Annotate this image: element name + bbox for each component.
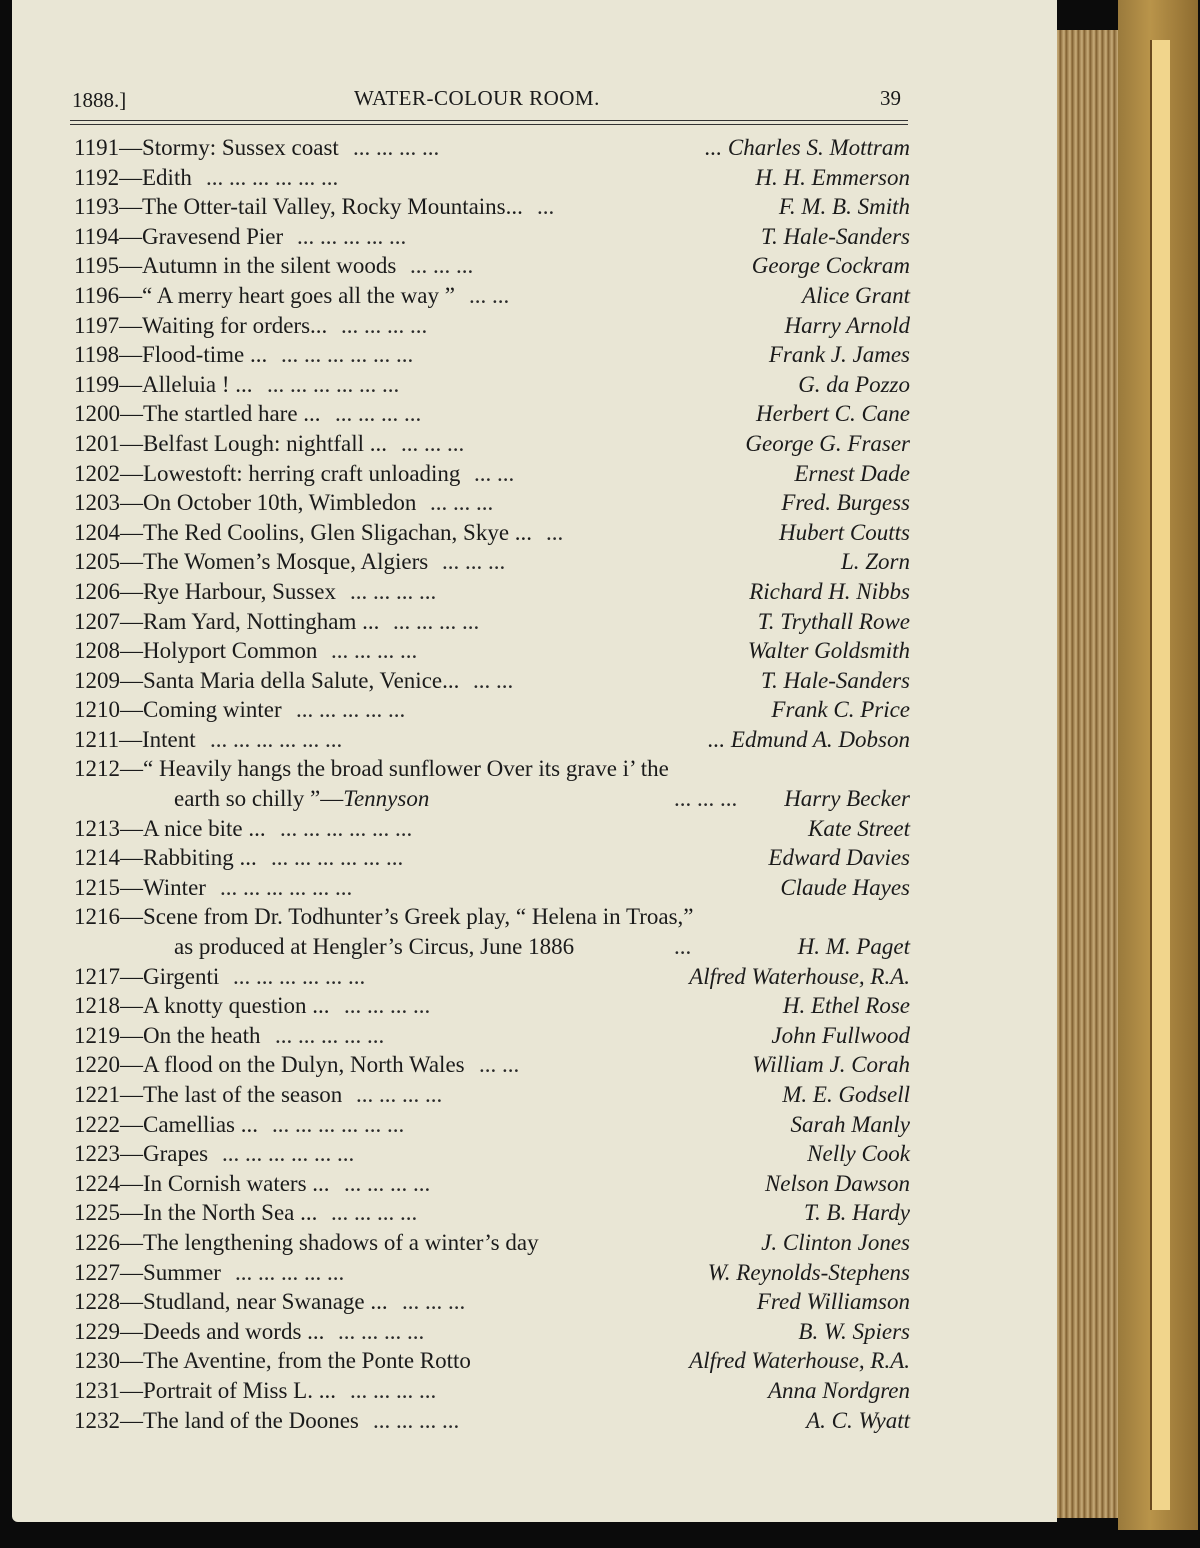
entry-title: Gravesend Pier: [142, 223, 284, 249]
entry-number: 1214—: [74, 845, 143, 871]
entry-title: Summer: [143, 1259, 221, 1285]
entry-number: 1227—: [74, 1259, 143, 1285]
entry-artist: Edward Davies: [768, 845, 910, 871]
entry-number: 1197—: [74, 312, 143, 338]
catalogue-entry: [74, 1346, 910, 1376]
catalogue-entry: [74, 725, 910, 755]
leader-dots: ... ... ... ... ... ...: [281, 342, 414, 368]
entry-artist: Hubert Coutts: [779, 519, 910, 545]
catalogue-entry: [74, 991, 910, 1021]
entry-number: 1223—: [74, 1141, 143, 1167]
leader-dots: ... ... ... ...: [341, 312, 428, 338]
leader-dots: ... ... ...: [401, 430, 465, 456]
catalogue-entry: [74, 399, 910, 429]
entry-artist: T. Hale-Sanders: [760, 223, 910, 249]
header-rule-top: [70, 120, 908, 121]
catalogue-entry: [74, 873, 910, 903]
entry-artist: A. C. Wyatt: [806, 1407, 910, 1433]
entry-title: Studland, near Swanage ...: [143, 1289, 388, 1315]
entry-artist: L. Zorn: [840, 549, 910, 575]
entry-number: 1221—: [74, 1082, 143, 1107]
entry-title: Portrait of Miss L. ...: [143, 1377, 336, 1403]
entry-title: Camellias ...: [143, 1111, 258, 1137]
leader-dots: ... ...: [469, 282, 510, 308]
entry-artist: H. H. Emmerson: [755, 164, 910, 190]
entry-artist: M. E. Godsell: [782, 1082, 910, 1107]
entry-artist: ... Edmund A. Dobson: [707, 726, 910, 752]
entry-artist: T. Trythall Rowe: [757, 608, 910, 634]
entry-artist: Kate Street: [808, 815, 910, 841]
leader-dots: ... ... ... ... ...: [296, 697, 406, 723]
catalogue-entry: [74, 577, 910, 607]
entry-number: 1202—: [74, 460, 143, 486]
catalogue-entry: [74, 518, 910, 548]
entry-number: 1212—: [74, 756, 143, 782]
entry-title: Rye Harbour, Sussex: [143, 578, 336, 604]
entry-number: 1225—: [74, 1200, 143, 1226]
leader-dots: ... ... ... ... ... ...: [271, 845, 404, 871]
continuation-text: earth so chilly ”—: [174, 786, 344, 812]
entry-number: 1199—: [74, 371, 143, 397]
entry-artist: ... Charles S. Mottram: [704, 135, 910, 160]
entry-number: 1206—: [74, 578, 143, 604]
entry-artist: Alfred Waterhouse, R.A.: [689, 963, 910, 989]
entry-title: Winter: [143, 874, 206, 900]
header-rule-bottom: [70, 124, 908, 125]
leader-dots: ... ... ... ... ... ...: [267, 371, 400, 397]
catalogue-entry: [74, 1258, 910, 1288]
entry-title: A nice bite ...: [143, 815, 266, 841]
leader-dots: ... ...: [473, 667, 514, 693]
page-number: 39: [880, 86, 901, 110]
entry-title: “ A merry heart goes all the way ”: [142, 282, 455, 308]
leader-dots: ... ... ... ...: [331, 638, 418, 664]
catalogue-entry: [74, 1021, 910, 1051]
entry-number: 1222—: [74, 1111, 143, 1137]
catalogue-entry: [74, 695, 910, 725]
entry-artist: B. W. Spiers: [798, 1318, 910, 1344]
catalogue-entry: [74, 222, 910, 252]
catalogue-entry: [74, 192, 910, 222]
entry-number: 1204—: [74, 519, 143, 545]
entry-artist: H. M. Paget: [797, 934, 910, 960]
catalogue-entry: [74, 1287, 910, 1317]
catalogue-entry: [74, 1406, 910, 1436]
catalogue-entry: [74, 666, 910, 696]
entry-title: The Aventine, from the Ponte Rotto: [143, 1348, 471, 1374]
entry-number: 1213—: [74, 815, 143, 841]
catalogue-entry: [74, 1317, 910, 1347]
entry-artist: Fred. Burgess: [781, 490, 910, 516]
entry-title: Stormy: Sussex coast: [142, 135, 339, 160]
leader-dots: ... ... ... ... ... ...: [280, 815, 413, 841]
leader-dots: ... ... ...: [402, 1289, 466, 1315]
entry-title: Belfast Lough: nightfall ...: [143, 430, 388, 456]
entry-number: 1230—: [74, 1348, 143, 1374]
leader-dots: ...: [674, 934, 692, 960]
entry-artist: Harry Becker: [784, 786, 910, 812]
entry-number: 1216—: [74, 904, 143, 930]
entry-artist: F. M. B. Smith: [778, 194, 910, 220]
entry-title: Edith: [142, 164, 192, 190]
entry-number: 1226—: [74, 1229, 143, 1255]
entry-title: On October 10th, Wimbledon: [143, 490, 417, 516]
entry-title: The startled hare ...: [143, 401, 321, 427]
leader-dots: ... ...: [479, 1052, 520, 1078]
entry-title: Alleluia ! ...: [142, 371, 253, 397]
continuation-author: Tennyson: [343, 786, 430, 812]
entry-title: The Otter-tail Valley, Rocky Mountains...: [142, 194, 523, 220]
entry-number: 1198—: [74, 342, 143, 368]
catalogue-entry: [74, 1080, 910, 1110]
entry-title: Scene from Dr. Todhunter’s Greek play, “ Helena in Troas,”: [143, 904, 694, 930]
entry-title: Rabbiting ...: [143, 845, 257, 871]
entry-title-continuation: [174, 934, 574, 960]
entry-artist: William J. Corah: [752, 1052, 910, 1078]
entry-title: The land of the Doones: [143, 1407, 359, 1433]
entry-artist: George Cockram: [751, 253, 910, 279]
catalogue-entry-continuation: [74, 932, 910, 962]
leader-dots: ... ... ... ... ... ...: [222, 1141, 355, 1167]
leader-dots: ... ... ... ...: [350, 1377, 437, 1403]
leader-dots: ... ... ...: [410, 253, 474, 279]
leader-dots: ... ... ...: [430, 490, 494, 516]
entry-title: The last of the season: [143, 1082, 343, 1107]
catalogue-entry: [74, 1376, 910, 1406]
entry-number: 1219—: [74, 1022, 143, 1048]
entry-title: Grapes: [143, 1141, 209, 1167]
entry-artist: Anna Nordgren: [767, 1377, 910, 1403]
entry-title: Ram Yard, Nottingham ...: [143, 608, 380, 634]
entry-number: 1200—: [74, 401, 143, 427]
entry-title: Girgenti: [143, 963, 220, 989]
leader-dots: ...: [537, 194, 555, 220]
leader-dots: ... ... ... ...: [393, 608, 480, 634]
catalogue-entry: [74, 636, 910, 666]
entry-artist: Nelly Cook: [807, 1141, 910, 1167]
entry-number: 1232—: [74, 1407, 143, 1433]
entry-title: Deeds and words ...: [143, 1318, 325, 1344]
entry-title: Waiting for orders...: [142, 312, 328, 338]
entry-artist: Alfred Waterhouse, R.A.: [689, 1348, 910, 1374]
leader-dots: ... ... ... ...: [350, 578, 437, 604]
entry-number: 1220—: [74, 1052, 143, 1078]
entry-artist: Sarah Manly: [790, 1111, 910, 1137]
catalogue-entry: [74, 370, 910, 400]
catalogue-entry: [74, 1198, 910, 1228]
catalogue-entry: [74, 163, 910, 193]
leader-dots: ... ... ... ... ...: [235, 1259, 345, 1285]
entry-number: 1207—: [74, 608, 143, 634]
entry-artist: J. Clinton Jones: [761, 1229, 910, 1255]
entry-number: 1193—: [74, 194, 143, 220]
cover-spine-strip: [1150, 40, 1170, 1510]
entry-title-continuation: [174, 786, 429, 812]
leader-dots: ... ... ...: [674, 786, 738, 812]
entry-number: 1205—: [74, 549, 143, 575]
leader-dots: ... ... ... ... ... ...: [272, 1111, 405, 1137]
entry-number: 1215—: [74, 874, 143, 900]
catalogue-entry: [74, 311, 910, 341]
catalogue-entry: [74, 1228, 910, 1258]
entry-number: 1203—: [74, 490, 143, 516]
entry-title: The Red Coolins, Glen Sligachan, Skye ...: [143, 519, 533, 545]
entry-number: 1211—: [74, 726, 143, 752]
catalogue-entry: [74, 133, 910, 163]
entry-artist: Claude Hayes: [780, 874, 910, 900]
catalogue-entry: [74, 340, 910, 370]
catalogue-entry-continuation: [74, 784, 910, 814]
entry-title: “ Heavily hangs the broad sunflower Over its grave i’ the: [143, 756, 669, 782]
continuation-text: as produced at Hengler’s Circus, June 1886: [174, 934, 575, 960]
catalogue-entry: [74, 488, 910, 518]
catalogue-entry: [74, 1110, 910, 1140]
entry-number: 1217—: [74, 963, 143, 989]
entry-number: 1191—: [74, 135, 143, 160]
leader-dots: ... ... ... ...: [335, 401, 422, 427]
entry-title: Lowestoft: herring craft unloading: [143, 460, 461, 486]
leader-dots: ... ... ... ... ...: [275, 1022, 385, 1048]
leader-dots: ... ... ... ... ... ...: [206, 164, 339, 190]
entry-title: Flood-time ...: [142, 342, 268, 368]
entry-artist: G. da Pozzo: [798, 371, 910, 397]
leader-dots: ... ... ... ... ... ...: [220, 874, 353, 900]
entry-number: 1224—: [74, 1170, 143, 1196]
entry-title: Santa Maria della Salute, Venice...: [143, 667, 460, 693]
leader-dots: ... ... ... ... ... ...: [210, 726, 343, 752]
entry-number: 1228—: [74, 1289, 143, 1315]
catalogue-entry: [74, 754, 910, 784]
catalogue-entry: [74, 962, 910, 992]
leader-dots: ... ... ... ...: [344, 1170, 431, 1196]
entry-artist: Frank C. Price: [771, 697, 910, 723]
leader-dots: ... ... ... ...: [373, 1407, 460, 1433]
entry-artist: W. Reynolds-Stephens: [707, 1259, 910, 1285]
leader-dots: ... ... ... ...: [344, 993, 431, 1019]
catalogue-entry: [74, 429, 910, 459]
entry-title: A knotty question ...: [143, 993, 330, 1019]
catalogue-entry: [74, 843, 910, 873]
entry-artist: Walter Goldsmith: [747, 638, 910, 664]
entry-number: 1195—: [74, 253, 143, 279]
leader-dots: ... ... ...: [442, 549, 506, 575]
entry-number: 1210—: [74, 697, 143, 723]
leader-dots: ... ... ... ...: [356, 1082, 443, 1107]
entry-artist: Frank J. James: [768, 342, 910, 368]
entry-number: 1231—: [74, 1377, 143, 1403]
leader-dots: ... ... ... ... ...: [297, 223, 407, 249]
entry-artist: Richard H. Nibbs: [749, 578, 910, 604]
catalogue-entry: [74, 902, 910, 932]
leader-dots: ... ...: [474, 460, 515, 486]
entry-artist: Fred Williamson: [756, 1289, 910, 1315]
header-section-title: WATER-COLOUR ROOM.: [354, 86, 600, 110]
entry-number: 1201—: [74, 430, 143, 456]
entry-title: On the heath: [143, 1022, 261, 1048]
entry-artist: T. Hale-Sanders: [760, 667, 910, 693]
entry-number: 1209—: [74, 667, 143, 693]
catalogue-entry: [74, 281, 910, 311]
entry-artist: Nelson Dawson: [764, 1170, 910, 1196]
entry-title: Intent: [142, 726, 196, 752]
entry-title: The lengthening shadows of a winter’s day: [143, 1229, 539, 1255]
entry-number: 1218—: [74, 993, 143, 1019]
catalogue-entry: [74, 1139, 910, 1169]
entry-number: 1192—: [74, 164, 143, 190]
catalogue-entry: [74, 1050, 910, 1080]
entry-title: The Women’s Mosque, Algiers: [143, 549, 429, 575]
leader-dots: ... ... ... ...: [353, 135, 440, 160]
entry-artist: George G. Fraser: [745, 430, 910, 456]
catalogue-entry: [74, 459, 910, 489]
entry-artist: T. B. Hardy: [803, 1200, 910, 1226]
entry-title: In Cornish waters ...: [143, 1170, 330, 1196]
catalogue-entry: [74, 814, 910, 844]
header-year: 1888.]: [72, 88, 127, 112]
entry-number: 1208—: [74, 638, 143, 664]
leader-dots: ...: [546, 519, 564, 545]
entry-title: Coming winter: [143, 697, 282, 723]
catalogue-entry: [74, 1169, 910, 1199]
leader-dots: ... ... ... ... ... ...: [233, 963, 366, 989]
entry-title: A flood on the Dulyn, North Wales: [143, 1052, 465, 1078]
entry-number: 1196—: [74, 282, 143, 308]
entry-title: Autumn in the silent woods: [142, 253, 397, 279]
entry-artist: Ernest Dade: [794, 460, 910, 486]
catalogue-entry: [74, 607, 910, 637]
entry-title: Holyport Common: [143, 638, 318, 664]
leader-dots: ... ... ... ...: [338, 1318, 425, 1344]
catalogue-entry: [74, 547, 910, 577]
entry-artist: Harry Arnold: [784, 312, 910, 338]
catalogue-entries: [74, 133, 910, 1435]
catalogue-entry: [74, 251, 910, 281]
entry-title: In the North Sea ...: [143, 1200, 318, 1226]
entry-artist: Herbert C. Cane: [756, 401, 910, 427]
running-header: [58, 80, 908, 116]
entry-artist: John Fullwood: [771, 1022, 910, 1048]
entry-number: 1194—: [74, 223, 143, 249]
entry-artist: H. Ethel Rose: [782, 993, 910, 1019]
leader-dots: ... ... ... ...: [331, 1200, 418, 1226]
entry-artist: Alice Grant: [802, 282, 910, 308]
entry-number: 1229—: [74, 1318, 143, 1344]
